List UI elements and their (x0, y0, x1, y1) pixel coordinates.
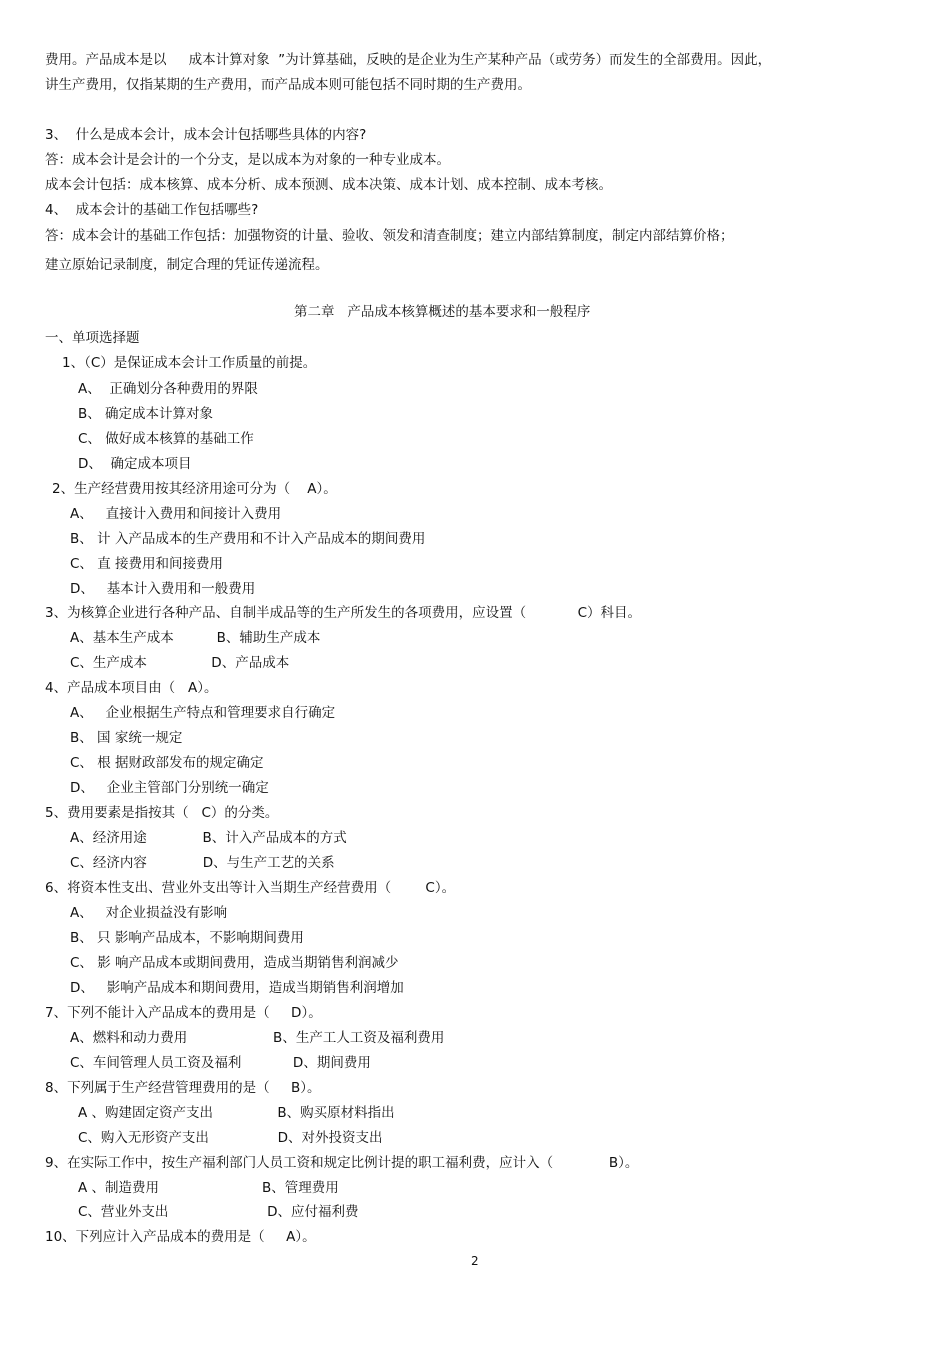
mc4-option-c: C、 根 据财政部发布的规定确定 (70, 755, 264, 771)
mc3-options-ab: A、基本生产成本 B、辅助生产成本 (70, 630, 321, 646)
mc8-options-ab: A 、购建固定资产支出 B、购买原材料指出 (78, 1105, 395, 1121)
mc1-option-a: A、 正确划分各种费用的界限 (78, 381, 258, 397)
mc5-options-ab: A、经济用途 B、计入产品成本的方式 (70, 830, 347, 846)
mc4-question: 4、产品成本项目由（ A）。 (45, 680, 218, 696)
chapter-title: 第二章 产品成本核算概述的基本要求和一般程序 (294, 304, 591, 320)
mc1-option-d: D、 确定成本项目 (78, 456, 192, 472)
mc3-question: 3、为核算企业进行各种产品、自制半成品等的生产所发生的各项费用，应设置（ C）科目。 (45, 605, 642, 621)
q4-answer-2: 建立原始记录制度，制定合理的凭证传递流程。 (45, 257, 329, 273)
mc10-question: 10、下列应计入产品成本的费用是（ A）。 (45, 1229, 316, 1245)
mc2-option-b: B、 计 入产品成本的生产费用和不计入产品成本的期间费用 (70, 531, 426, 547)
mc5-question: 5、费用要素是指按其（ C）的分类。 (45, 805, 279, 821)
mc7-options-cd: C、车间管理人员工资及福利 D、期间费用 (70, 1055, 371, 1071)
mc2-option-d: D、 基本计入费用和一般费用 (70, 581, 256, 597)
q3-answer-1: 答：成本会计是会计的一个分支，是以成本为对象的一种专业成本。 (45, 152, 450, 168)
q4-answer-1: 答：成本会计的基础工作包括：加强物资的计量、验收、领发和清查制度；建立内部结算制度，制定内部结算价格； (45, 228, 734, 244)
mc8-question: 8、下列属于生产经营管理费用的是（ B）。 (45, 1080, 321, 1096)
intro-line-1: 费用。产品成本是以 成本计算对象 ”为计算基础，反映的是企业为生产某种产品（或劳务）而发生的全部费用。因此， (45, 52, 772, 68)
section-heading: 一、单项选择题 (45, 330, 140, 346)
mc7-question: 7、下列不能计入产品成本的费用是（ D）。 (45, 1005, 322, 1021)
q3-question: 3、 什么是成本会计，成本会计包括哪些具体的内容? (45, 127, 367, 143)
mc4-option-a: A、 企业根据生产特点和管理要求自行确定 (70, 705, 336, 721)
mc1-option-c: C、 做好成本核算的基础工作 (78, 431, 254, 447)
page-number: 2 (471, 1254, 479, 1268)
mc9-options-cd: C、营业外支出 D、应付福利费 (78, 1204, 359, 1220)
mc9-options-ab: A 、制造费用 B、管理费用 (78, 1180, 339, 1196)
mc1-option-b: B、 确定成本计算对象 (78, 406, 214, 422)
mc4-option-d: D、 企业主管部门分别统一确定 (70, 780, 269, 796)
mc4-option-b: B、 国 家统一规定 (70, 730, 183, 746)
mc6-option-d: D、 影响产品成本和期间费用，造成当期销售利润增加 (70, 980, 404, 996)
mc1-question: 1、（C）是保证成本会计工作质量的前提。 (62, 355, 317, 371)
intro-line-2: 讲生产费用，仅指某期的生产费用，而产品成本则可能包括不同时期的生产费用。 (45, 77, 531, 93)
mc6-option-c: C、 影 响产品成本或期间费用，造成当期销售利润减少 (70, 955, 399, 971)
mc6-option-a: A、 对企业损益没有影响 (70, 905, 228, 921)
q4-question: 4、 成本会计的基础工作包括哪些? (45, 202, 259, 218)
mc5-options-cd: C、经济内容 D、与生产工艺的关系 (70, 855, 335, 871)
mc3-options-cd: C、生产成本 D、产品成本 (70, 655, 290, 671)
q3-answer-2: 成本会计包括：成本核算、成本分析、成本预测、成本决策、成本计划、成本控制、成本考核。 (45, 177, 612, 193)
mc2-option-c: C、 直 接费用和间接费用 (70, 556, 224, 572)
mc2-option-a: A、 直接计入费用和间接计入费用 (70, 506, 282, 522)
mc6-question: 6、将资本性支出、营业外支出等计入当期生产经营费用（ C）。 (45, 880, 456, 896)
mc7-options-ab: A、燃料和动力费用 B、生产工人工资及福利费用 (70, 1030, 445, 1046)
mc8-options-cd: C、购入无形资产支出 D、对外投资支出 (78, 1130, 383, 1146)
mc9-question: 9、在实际工作中，按生产福利部门人员工资和规定比例计提的职工福利费，应计入（ B）。 (45, 1155, 639, 1171)
mc6-option-b: B、 只 影响产品成本，不影响期间费用 (70, 930, 304, 946)
mc2-question: 2、生产经营费用按其经济用途可分为（ A）。 (52, 481, 337, 497)
